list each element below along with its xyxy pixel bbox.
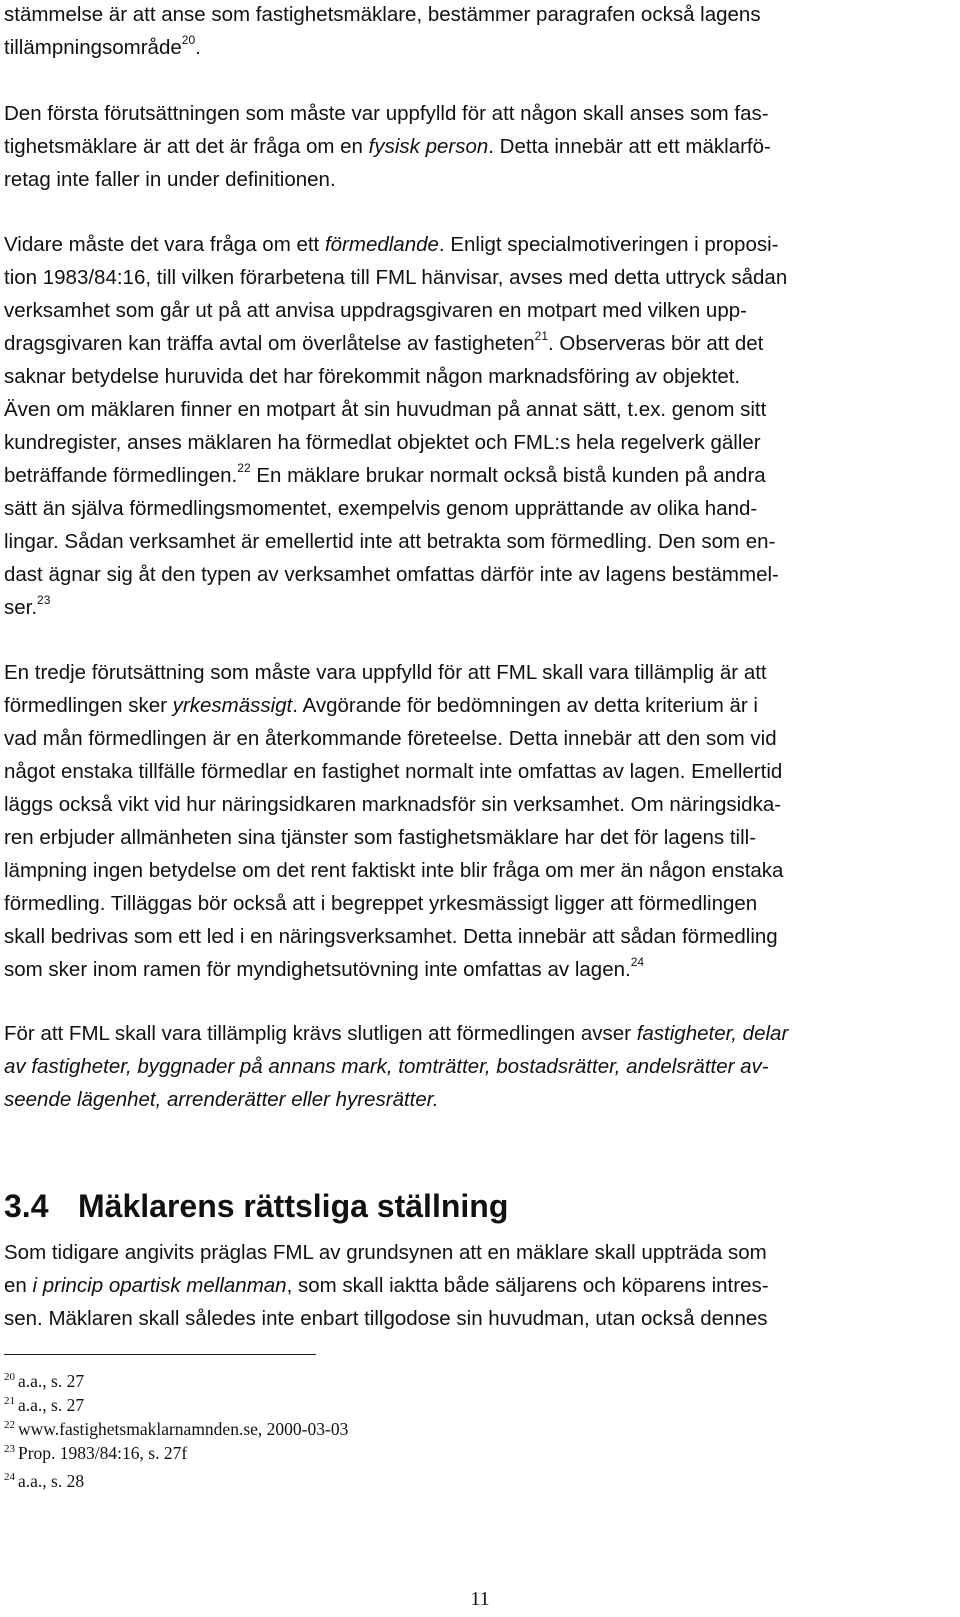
- footnote: $^{20}$ a.a., s. 27: [4, 1371, 85, 1391]
- section-number: 3.4: [4, 1188, 49, 1224]
- body-line: ren erbjuder allmänheten sina tjänster som fastighetsmäklare har det för lagens till-: [4, 826, 757, 849]
- body-line: För att FML skall vara tillämplig krävs slutligen att förmedlingen avser fastigheter, delar: [4, 1022, 789, 1045]
- body-line: Vidare måste det vara fråga om ett förmedlande. Enligt specialmotiveringen i proposi-: [4, 233, 779, 256]
- body-line: Den första förutsättningen som måste var uppfylld för att någon skall anses som fas-: [4, 102, 769, 125]
- body-line: som sker inom ramen för myndighetsutövning inte omfattas av lagen.$^{24}$: [4, 955, 645, 981]
- body-line: stämmelse är att anse som fastighetsmäklare, bestämmer paragrafen också lagens: [4, 3, 761, 26]
- footnote-ref: 22: [237, 461, 251, 476]
- body-line: tillämpningsområde$^{20}$.: [4, 33, 201, 59]
- footnote-divider: [4, 1354, 316, 1355]
- section-title: Mäklarens rättsliga ställning: [78, 1188, 509, 1224]
- body-line: En tredje förutsättning som måste vara uppfylld för att FML skall vara tillämplig är att: [4, 661, 767, 684]
- body-line: sen. Mäklaren skall således inte enbart tillgodose sin huvudman, utan också dennes: [4, 1307, 768, 1330]
- page-number: 11: [470, 1588, 490, 1610]
- body-line: kundregister, anses mäklaren ha förmedlat objektet och FML:s hela regelverk gäller: [4, 431, 761, 454]
- body-line: saknar betydelse huruvida det har förekommit någon marknadsföring av objektet.: [4, 365, 741, 388]
- footnote: $^{24}$ a.a., s. 28: [4, 1471, 85, 1491]
- body-line: Som tidigare angivits präglas FML av grundsynen att en mäklare skall uppträda som: [4, 1241, 767, 1264]
- body-line: lingar. Sådan verksamhet är emellertid inte att betrakta som förmedling. Den som en-: [4, 530, 776, 553]
- body-line: en i princip opartisk mellanman, som skall iaktta både säljarens och köparens intres-: [4, 1274, 769, 1297]
- body-line: dast ägnar sig åt den typen av verksamhet omfattas därför inte av lagens bestämmel-: [4, 563, 779, 586]
- body-line: förmedling. Tilläggas bör också att i begreppet yrkesmässigt ligger att förmedlingen: [4, 892, 758, 915]
- body-line: förmedlingen sker yrkesmässigt. Avgörande för bedömningen av detta kriterium är i: [4, 694, 758, 717]
- footnote-ref: 24: [630, 955, 645, 970]
- footnote-ref: 21: [534, 329, 549, 344]
- body-line: tion 1983/84:16, till vilken förarbetena till FML hänvisar, avses med detta uttryck sådan: [4, 266, 788, 289]
- body-line: seende lägenhet, arrenderätter eller hyresrätter.: [4, 1088, 439, 1111]
- footnote-ref: 20: [181, 33, 196, 48]
- body-line: retag inte faller in under definitionen.: [4, 168, 336, 191]
- body-line: något enstaka tillfälle förmedlar en fastighet normalt inte omfattas av lagen. Emellertid: [4, 760, 783, 783]
- footnote: $^{21}$ a.a., s. 27: [4, 1395, 85, 1415]
- body-line: ser.$^{23}$: [4, 593, 51, 619]
- body-line: verksamhet som går ut på att anvisa uppdragsgivaren en motpart med vilken upp-: [4, 299, 747, 322]
- body-line: sätt än själva förmedlingsmomentet, exempelvis genom upprättande av olika hand-: [4, 497, 758, 520]
- body-line: Även om mäklaren finner en motpart åt sin huvudman på annat sätt, t.ex. genom sitt: [4, 398, 767, 421]
- body-line: lämpning ingen betydelse om det rent faktiskt inte blir fråga om mer än någon enstaka: [4, 859, 784, 882]
- section-heading: [4, 1188, 508, 1225]
- body-line: skall bedrivas som ett led i en näringsverksamhet. Detta innebär att sådan förmedling: [4, 925, 778, 948]
- body-line: vad mån förmedlingen är en återkommande företeelse. Detta innebär att den som vid: [4, 727, 777, 750]
- body-line: läggs också vikt vid hur näringsidkaren marknadsför sin verksamhet. Om näringsidka-: [4, 793, 782, 816]
- body-line: dragsgivaren kan träffa avtal om överlåtelse av fastigheten$^{21}$. Observeras bör att det: [4, 329, 764, 355]
- footnote-ref: 23: [37, 593, 51, 608]
- body-line: tighetsmäklare är att det är fråga om en fysisk person. Detta innebär att ett mäklarfö-: [4, 135, 771, 158]
- body-line: av fastigheter, byggnader på annans mark, tomträtter, bostadsrätter, andelsrätter av-: [4, 1055, 769, 1078]
- footnote: $^{22}$ www.fastighetsmaklarnamnden.se, 2000-03-03: [4, 1419, 349, 1439]
- body-line: beträffande förmedlingen.$^{22}$ En mäklare brukar normalt också bistå kunden på andra: [4, 461, 766, 487]
- footnote: $^{23}$ Prop. 1983/84:16, s. 27f: [4, 1443, 188, 1463]
